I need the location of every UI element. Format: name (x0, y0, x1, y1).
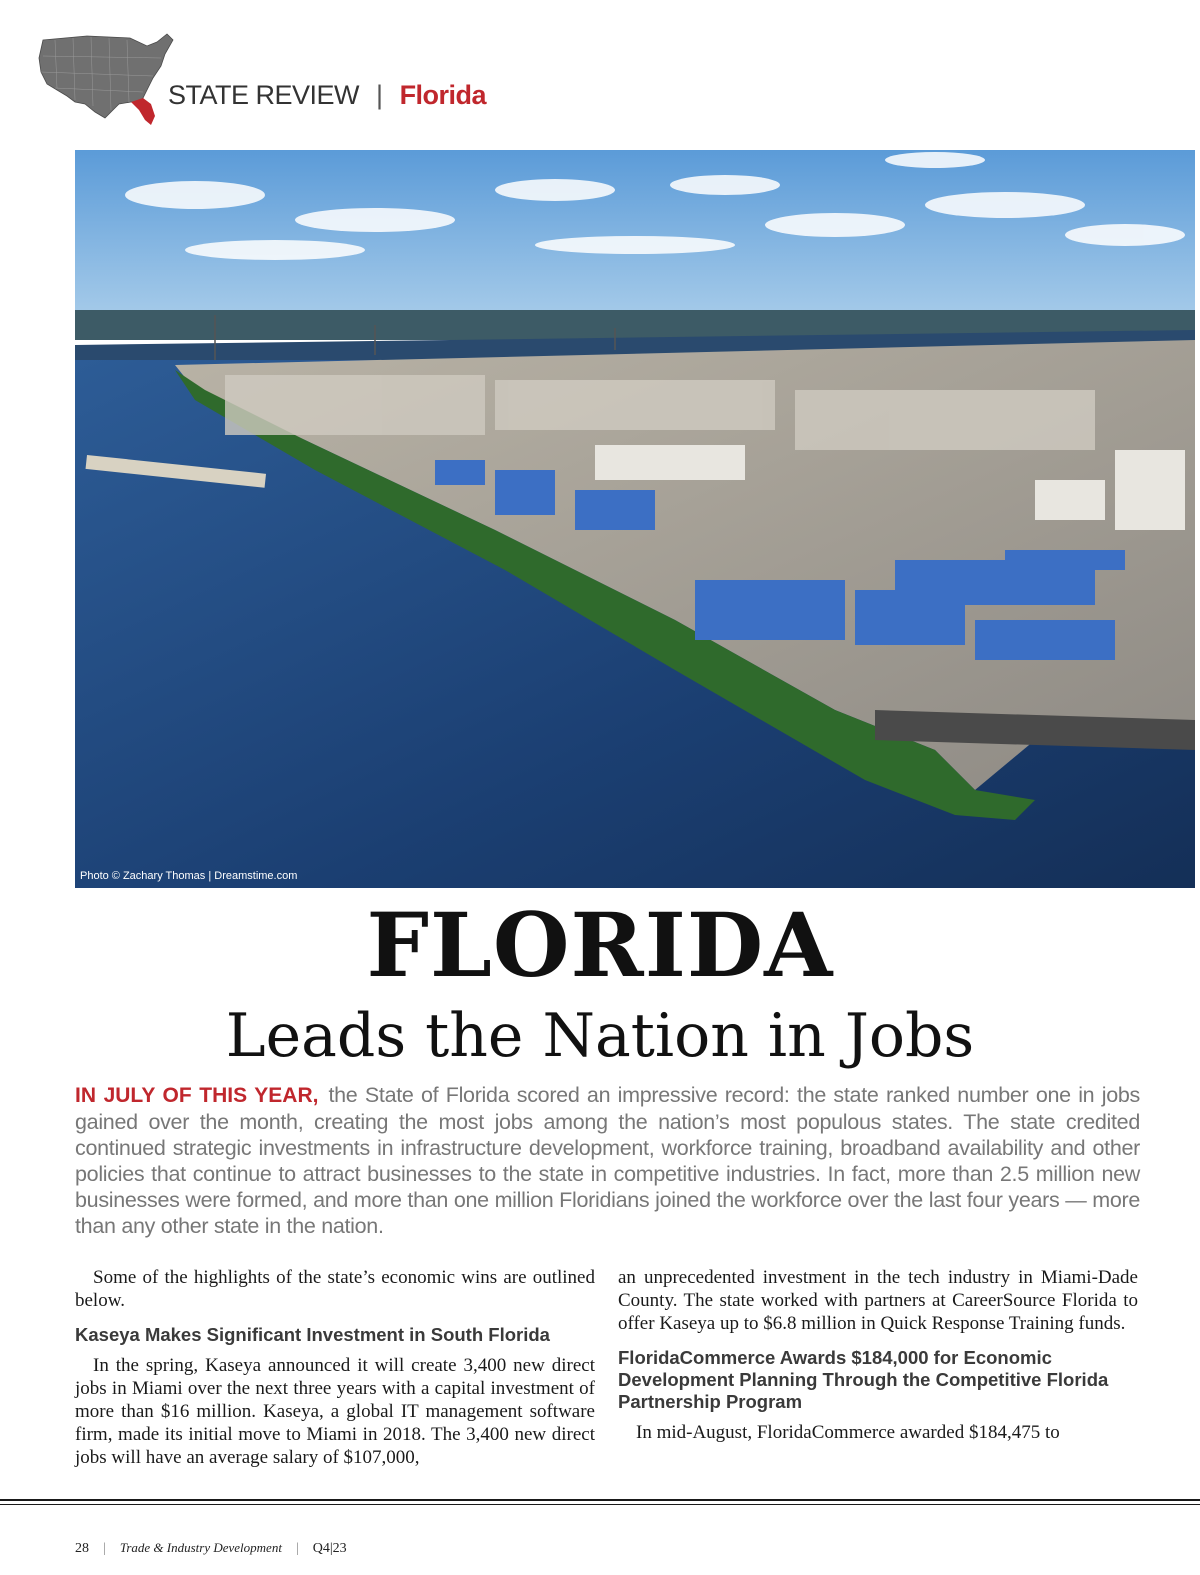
footer-separator: | (103, 1541, 106, 1556)
kicker-separator: | (376, 80, 383, 110)
page-header (35, 32, 595, 127)
footer-rule-thin (0, 1504, 1200, 1505)
article-title: FLORIDA (366, 893, 834, 997)
publication-name: Trade & Industry Development (119, 1540, 282, 1555)
section-heading-floridacommerce: FloridaCommerce Awards $184,000 for Economic Development Planning Through the Competitive Florida Partnership Program (618, 1347, 1109, 1412)
aerial-port-image (75, 150, 1195, 888)
footer-rule (0, 1499, 1200, 1501)
footer-separator-2: | (295, 1541, 299, 1556)
intro-paragraph: Some of the highlights of the state’s economic wins are outlined below. (75, 1267, 595, 1311)
floridacommerce-paragraph: In mid-August, FloridaCommerce awarded $184,475 to (636, 1422, 1060, 1443)
kaseya-paragraph: In the spring, Kaseya announced it will create 3,400 new direct jobs in Miami over the next three years with a capital investment of more than $16 million. Kaseya, a global IT management software firm, made its initial move to Miami in 2018. The 3,400 new direct jobs will have an average salary of $107,000, (75, 1355, 595, 1468)
lead-text: the State of Florida scored an impressive record: the state ranked number one in jobs gained over the month, creating the most jobs among the nation’s most populous states. The state credited continued strategic investments in infrastructure development, workforce training, broadband availability and other policies that continue to attract businesses to the state in competitive industries. In fact, more than 2.5 million new businesses were formed, and more than one million Floridians joined the workforce over the last four years — more than any other state in the nation. (75, 1083, 1140, 1238)
page-number: 28 (75, 1541, 89, 1556)
florida-highlight (131, 98, 155, 125)
article-subtitle: Leads the Nation in Jobs (225, 1001, 975, 1071)
section-label: STATE REVIEW (168, 80, 360, 110)
lead-paragraph (75, 1082, 1140, 1239)
section-kicker (168, 80, 486, 111)
kaseya-paragraph-continued: an unprecedented investment in the tech industry in Miami-Dade County. The state worked with partners at CareerSource Florida to offer Kaseya up to $6.8 million in Quick Response Training funds. (618, 1267, 1138, 1334)
us-map-icon (35, 32, 175, 127)
issue-label: Q4|23 (312, 1541, 347, 1556)
photo-credit: Photo © Zachary Thomas | Dreamstime.com (80, 870, 298, 882)
section-heading-kaseya: Kaseya Makes Significant Investment in South Florida (75, 1324, 550, 1345)
lead-in: IN JULY OF THIS YEAR, (75, 1084, 319, 1107)
body-column-right (618, 1266, 1138, 1444)
body-column-left (75, 1266, 595, 1469)
state-label: Florida (399, 80, 487, 110)
page-footer (75, 1540, 347, 1557)
hero-photo (75, 150, 1195, 888)
